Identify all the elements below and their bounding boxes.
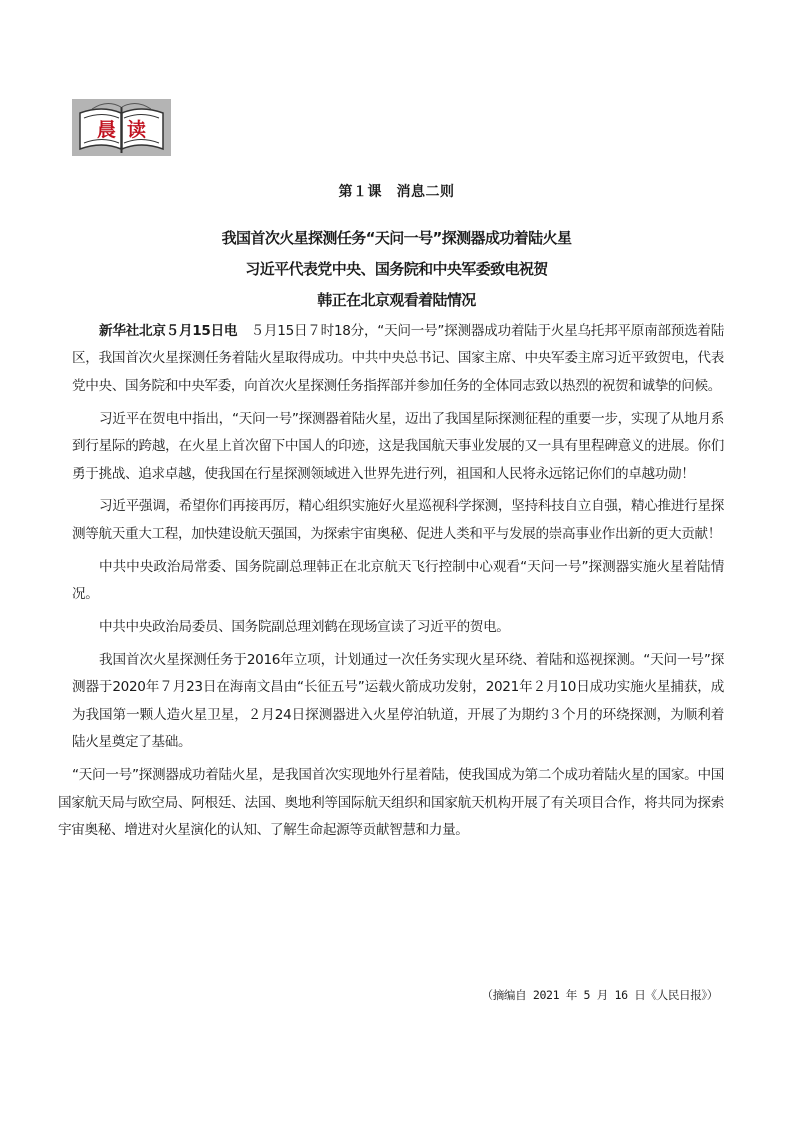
paragraph-7: “天问一号”探测器成功着陆火星，是我国首次实现地外行星着陆，使我国成为第二个成功着陆火星的国家。中国国家航天局与欧空局、阿根廷、法国、奥地利等国际航天组织和国家航天机构开展了有关项目合作，将共同为探索宇宙奥秘、增进对火星演化的认知、了解生命起源等贡献智慧和力量。 xyxy=(58,767,724,838)
article-body xyxy=(58,318,724,850)
paragraph-1 xyxy=(72,318,724,400)
paragraph-4: 中共中央政治局常委、国务院副总理韩正在北京航天飞行控制中心观看“天问一号”探测器实施火星着陆情况。 xyxy=(72,558,724,603)
headline-main: 我国首次火星探测任务“天问一号”探测器成功着陆火星 xyxy=(221,229,572,247)
paragraph-5: 中共中央政治局委员、国务院副总理刘鹤在现场宣读了习近平的贺电。 xyxy=(99,619,510,636)
headline-sub-2: 韩正在北京观看着陆情况 xyxy=(317,291,476,309)
paragraph-3: 习近平强调，希望你们再接再厉，精心组织实施好火星巡视科学探测，坚持科技自立自强，精心推进行星探测等航天重大工程，加快建设航天强国，为探索宇宙奥秘、促进人类和平与发展的崇高事业作出新的更大贡献！ xyxy=(72,498,724,542)
morning-reading-logo xyxy=(72,99,171,156)
source-note: （摘编自 2021 年 5 月 16 日《人民日报》） xyxy=(481,988,718,1002)
dateline: 新华社北京５月15日电 xyxy=(99,323,238,339)
paragraph-2: 习近平在贺电中指出，“天问一号”探测器着陆火星，迈出了我国星际探测征程的重要一步，实现了从地月系到行星际的跨越，在火星上首次留下中国人的印迹，这是我国航天事业发展的又一具有里程碑意义的进展。你们勇于挑战、追求卓越，使我国在行星探测领域进入世界先进行列，祖国和人民将永远铭记你们的卓越功勋！ xyxy=(72,410,724,482)
paragraph-1-text: ５月15日７时18分，“天问一号”探测器成功着陆于火星乌托邦平原南部预选着陆区，我国首次火星探测任务着陆火星取得成功。中共中央总书记、国家主席、中央军委主席习近平致贺电，代表党中央、国务院和中央军委，向首次火星探测任务指挥部并参加任务的全体同志致以热烈的祝贺和诚挚的问候。 xyxy=(72,323,724,394)
paragraph-6: 我国首次火星探测任务于2016年立项，计划通过一次任务实现火星环绕、着陆和巡视探测。“天问一号”探测器于2020年７月23日在海南文昌由“长征五号”运载火箭成功发射，2021年２月10日成功实施火星捕获，成为我国第一颗人造火星卫星，２月24日探测器进入火星停泊轨道，开展了为期约３个月的环绕探测，为顺利着陆火星奠定了基础。 xyxy=(72,651,724,751)
open-book-icon xyxy=(72,99,171,156)
logo-char-read: 读 xyxy=(127,119,147,141)
headline-sub-1: 习近平代表党中央、国务院和中央军委致电祝贺 xyxy=(245,260,548,278)
lesson-title: 第１课 消息二则 xyxy=(338,184,455,200)
logo-char-morning: 晨 xyxy=(97,119,117,141)
